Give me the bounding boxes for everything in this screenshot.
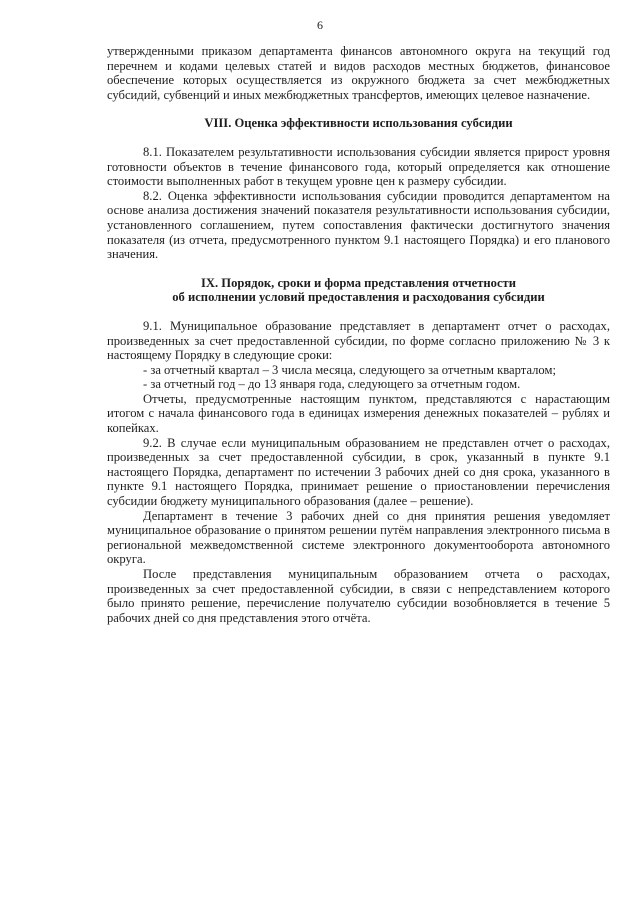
paragraph-8-1: 8.1. Показателем результативности использования субсидии является прирост уровня готовности объектов в течение финансового года, который определяется как отношение стоимости выполненных работ в текущем уровне цен к размеру субсидии. [107, 144, 610, 189]
deadline-item-year: - за отчетный год – до 13 января года, следующего за отчетным годом. [143, 377, 521, 392]
resumption-paragraph: После представления муниципальным образованием отчета о расходах, произведенных за счет предоставленной субсидии, в связи с непредставлением которого было принято решение, перечисление получателю субсидии возобновляется в течение 5 рабочих дней со дня представления этого отчёта. [107, 567, 610, 625]
intro-paragraph: утвержденными приказом департамента финансов автономного округа на текущий год перечнем и кодами целевых статей и видов расходов местных бюджетов, финансовое обеспечение которых осуществляется из окружного бюджета за счет межбюджетных субсидий, субвенций и иных межбюджетных трансфертов, имеющих целевое назначение. [107, 44, 610, 102]
reports-paragraph: Отчеты, предусмотренные настоящим пунктом, представляются с нарастающим итогом с начала финансового года в единицах измерения денежных показателей – рублях и копейках. [107, 391, 610, 436]
paragraph-9-1: 9.1. Муниципальное образование представляет в департамент отчет о расходах, произведенных за счет предоставленной субсидии, по форме согласно приложению № 3 к настоящему Порядку в следующие сроки: [107, 318, 610, 363]
department-notice-paragraph: Департамент в течение 3 рабочих дней со дня принятия решения уведомляет муниципальное образование о принятом решении путём направления электронного письма в региональной межведомственной системе электронного документооборота автономного округа. [107, 508, 610, 567]
paragraph-8-2: 8.2. Оценка эффективности использования субсидии проводится департаментом на основе анализа достижения значений показателя результативности использования субсидии, установленного соглашением, путем сопоставления фактически достигнутого значения показателя (из отчета, предусмотренного пунктом 9.1 настоящего Порядка) и его планового значения. [107, 188, 610, 262]
section-9-title-line-1: IX. Порядок, сроки и форма представления отчетности [201, 275, 516, 290]
section-8-title: VIII. Оценка эффективности использования субсидии [204, 116, 513, 131]
paragraph-9-2: 9.2. В случае если муниципальным образованием не представлен отчет о расходах, произведенных за счет предоставленной субсидии, в срок, указанный в пункте 9.1 настоящего Порядка, департамент по истечении 3 рабочих дней со дня срока, указанного в пункте 9.1 настоящего Порядка, принимает решение о приостановлении перечисления субсидии бюджету муниципального образования (далее – решение). [107, 435, 610, 509]
page-number: 6 [317, 18, 323, 32]
document-body [107, 44, 610, 625]
section-9-title-line-2: об исполнении условий предоставления и расходования субсидии [172, 290, 545, 305]
deadline-item-quarter: - за отчетный квартал – 3 числа месяца, следующего за отчетным кварталом; [143, 362, 556, 377]
